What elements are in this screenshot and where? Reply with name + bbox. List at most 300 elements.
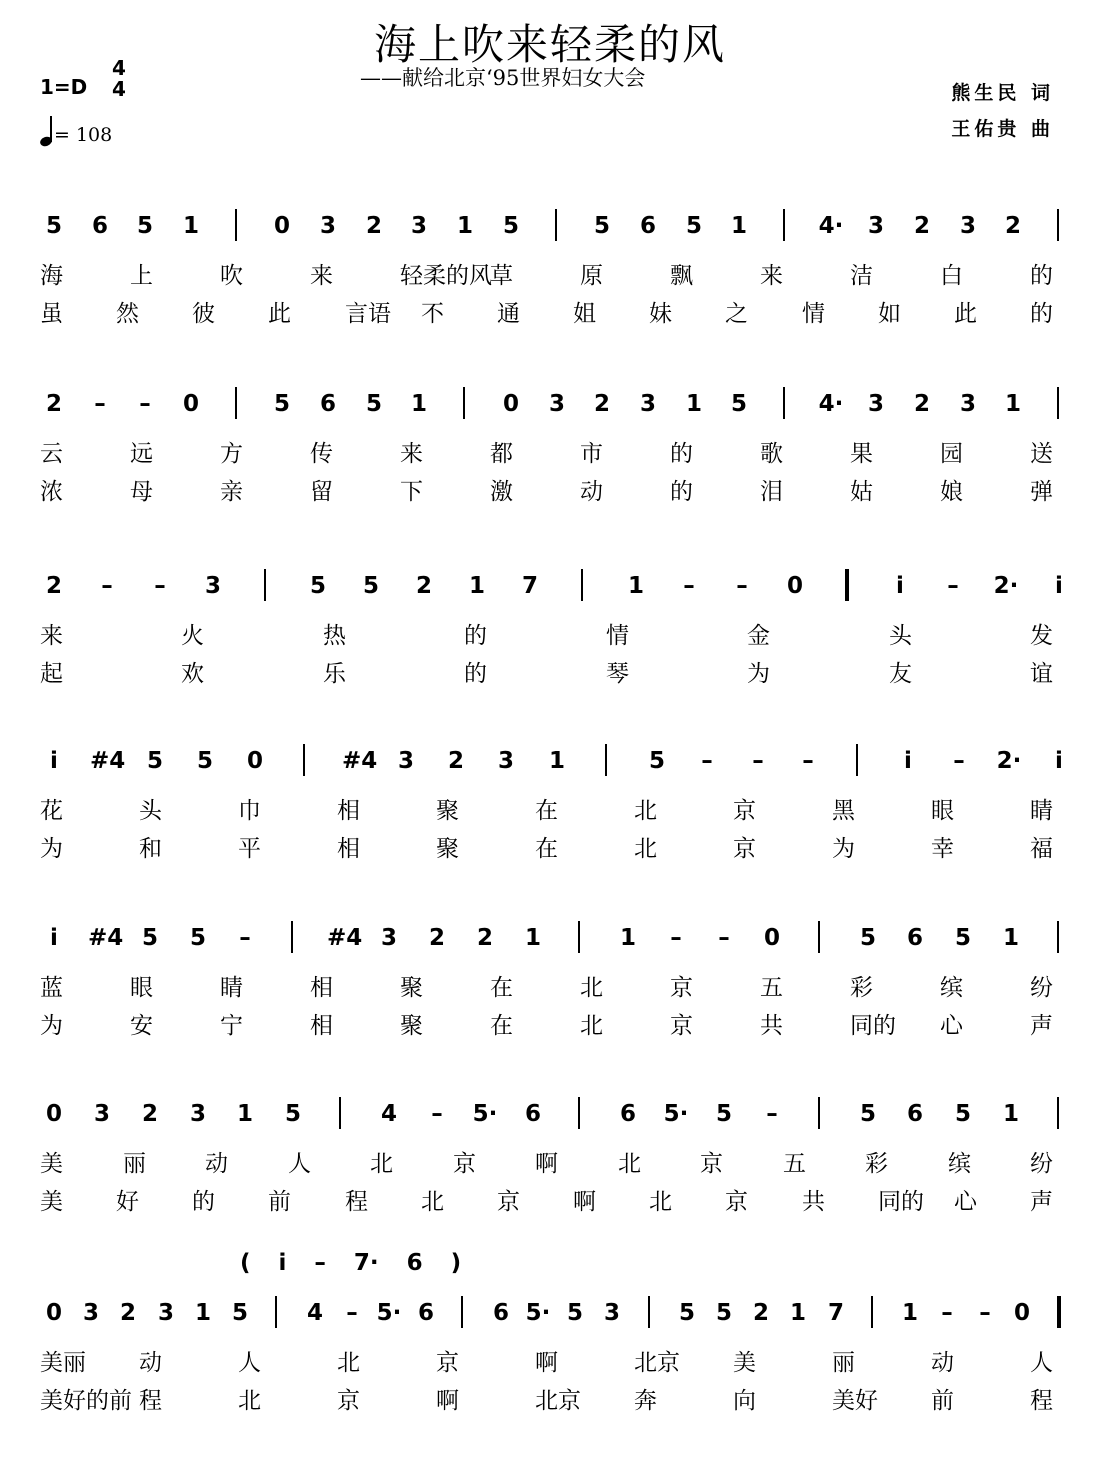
lyric-syllable: 在	[490, 1013, 513, 1039]
composer-credit: 王佑贵 曲	[951, 118, 1054, 140]
barline	[463, 387, 465, 419]
note: –	[346, 1300, 358, 1326]
note: 4·	[818, 391, 844, 417]
lyric-syllable: 动	[580, 479, 603, 505]
lyric-syllable: 不	[421, 301, 444, 327]
lyric-syllable: 人	[288, 1151, 311, 1177]
note: 5	[593, 213, 610, 239]
lyric-syllable: 同的	[878, 1189, 924, 1215]
note: 5	[566, 1300, 583, 1326]
note: –	[947, 573, 959, 599]
note: 1	[685, 391, 702, 417]
lyric-syllable: 缤	[948, 1151, 971, 1177]
note-row	[0, 917, 1100, 967]
note: 5	[715, 1300, 732, 1326]
lyric-syllable: 起	[40, 661, 63, 687]
lyric-syllable: 程	[345, 1189, 368, 1215]
lyric-syllable: 情	[606, 623, 629, 649]
note: –	[683, 573, 695, 599]
note: 2	[45, 573, 62, 599]
lyric-syllable: 宁	[220, 1013, 243, 1039]
lyric-syllable: 此	[268, 301, 291, 327]
note: –	[718, 925, 730, 951]
lyric-syllable: 的	[192, 1189, 215, 1215]
lyric-syllable: 京	[700, 1151, 723, 1177]
note: 6	[319, 391, 336, 417]
lyric-syllable: 美好的前	[40, 1388, 132, 1414]
note-row	[0, 565, 1100, 615]
quarter-note-icon	[40, 116, 54, 146]
note: 0	[763, 925, 780, 951]
note: 0	[1013, 1300, 1030, 1326]
staff-system-1	[0, 205, 1100, 335]
barline	[581, 569, 583, 601]
note: 2·	[993, 573, 1019, 599]
lyric-syllable: 蓝	[40, 975, 63, 1001]
lyric-line-1	[0, 1344, 1100, 1374]
lyric-syllable: 市	[580, 441, 603, 467]
barline	[578, 921, 580, 953]
note: 0	[273, 213, 290, 239]
lyric-syllable: 发	[1030, 623, 1053, 649]
lyric-syllable: 啊	[535, 1350, 558, 1376]
lyric-line-2	[0, 1183, 1100, 1213]
lyric-syllable: 眼	[130, 975, 153, 1001]
lyric-syllable: 京	[733, 798, 756, 824]
lyric-syllable: 来	[310, 263, 333, 289]
note: 6	[906, 925, 923, 951]
note-row	[0, 740, 1100, 790]
note: 6	[619, 1101, 636, 1127]
lyric-line-2	[0, 655, 1100, 685]
lyric-syllable: 共	[760, 1013, 783, 1039]
lyric-syllable: 在	[535, 836, 558, 862]
lyric-syllable: 花	[40, 798, 63, 824]
note: 0	[502, 391, 519, 417]
lyric-syllable: 啊	[535, 1151, 558, 1177]
lyric-syllable: 弹	[1030, 479, 1053, 505]
note: 5	[954, 925, 971, 951]
lyric-syllable: 彩	[850, 975, 873, 1001]
lyric-syllable: 远	[130, 441, 153, 467]
lyric-syllable: 相	[337, 798, 360, 824]
lyric-syllable: 北	[634, 836, 657, 862]
lyric-syllable: 心	[940, 1013, 963, 1039]
note: 6	[639, 213, 656, 239]
note: 5	[678, 1300, 695, 1326]
lyric-syllable: 北	[337, 1350, 360, 1376]
key-signature: 1=D	[40, 75, 88, 99]
note: 2	[428, 925, 445, 951]
staff-system-3	[0, 565, 1100, 695]
note: 1	[789, 1300, 806, 1326]
lyric-syllable: 果	[850, 441, 873, 467]
note: 2	[365, 213, 382, 239]
meter-bottom: 4	[112, 77, 126, 101]
lyric-syllable: 的	[670, 441, 693, 467]
barline	[871, 1296, 873, 1328]
note: 2	[913, 391, 930, 417]
note: 7	[827, 1300, 844, 1326]
lyric-syllable: 上	[130, 263, 153, 289]
lyric-syllable: 的	[670, 479, 693, 505]
note: –	[766, 1101, 778, 1127]
note: 3	[639, 391, 656, 417]
note: 1	[182, 213, 199, 239]
lyric-syllable: 美好	[832, 1388, 878, 1414]
lyric-syllable: 下	[400, 479, 423, 505]
lyric-syllable: 共	[802, 1189, 825, 1215]
note: 3	[410, 213, 427, 239]
lyric-syllable: 北	[421, 1189, 444, 1215]
lyric-syllable: 聚	[400, 975, 423, 1001]
lyric-syllable: 通	[497, 301, 520, 327]
note: –	[154, 573, 166, 599]
note: 2·	[996, 748, 1022, 774]
tempo-value: = 108	[54, 124, 113, 146]
note: 0	[246, 748, 263, 774]
lyric-syllable: 美	[40, 1151, 63, 1177]
barline	[856, 744, 858, 776]
meter-top: 4	[112, 56, 126, 80]
note: 5	[309, 573, 326, 599]
note: 5	[730, 391, 747, 417]
song-title: 海上吹来轻柔的风	[373, 20, 726, 69]
note: –	[979, 1300, 991, 1326]
barline	[264, 569, 266, 601]
lyric-syllable: 乐	[323, 661, 346, 687]
note: 5	[648, 748, 665, 774]
note: –	[802, 748, 814, 774]
lyric-syllable: 京	[725, 1189, 748, 1215]
lyric-line-2	[0, 1007, 1100, 1037]
note: 1	[619, 925, 636, 951]
note-row	[0, 205, 1100, 255]
lyric-syllable: 北京	[634, 1350, 680, 1376]
lyric-syllable: 的	[464, 661, 487, 687]
note: –	[670, 925, 682, 951]
lyric-syllable: 友	[889, 661, 912, 687]
lyric-syllable: 园	[940, 441, 963, 467]
lyric-syllable: 京	[453, 1151, 476, 1177]
note: 4	[380, 1101, 397, 1127]
lyric-syllable: 吹	[220, 263, 243, 289]
lyric-syllable: 浓	[40, 479, 63, 505]
lyric-syllable: 相	[310, 975, 333, 1001]
lyric-syllable: 幸	[931, 836, 954, 862]
note: 5	[685, 213, 702, 239]
lyric-syllable: 欢	[181, 661, 204, 687]
note: i	[1055, 748, 1063, 774]
lyric-syllable: 海	[40, 263, 63, 289]
time-signature	[108, 58, 130, 100]
lyric-syllable: 云	[40, 441, 63, 467]
note: 1	[456, 213, 473, 239]
barline	[845, 569, 849, 601]
barline	[1057, 921, 1059, 953]
lyric-syllable: 来	[400, 441, 423, 467]
lyric-syllable: 好	[116, 1189, 139, 1215]
lyric-syllable: 聚	[400, 1013, 423, 1039]
barline	[783, 209, 785, 241]
lyric-syllable: 相	[337, 836, 360, 862]
lyric-syllable: 北	[649, 1189, 672, 1215]
lyric-syllable: 白	[940, 263, 963, 289]
note: 3	[603, 1300, 620, 1326]
note: –	[701, 748, 713, 774]
note: 2	[593, 391, 610, 417]
barline	[1057, 1296, 1061, 1328]
lyric-syllable: 五	[783, 1151, 806, 1177]
lyric-syllable: 金	[747, 623, 770, 649]
note-row	[0, 383, 1100, 433]
lyric-syllable: 眼	[931, 798, 954, 824]
lyric-syllable: 亲	[220, 479, 243, 505]
lyric-syllable: 纷	[1030, 1151, 1053, 1177]
lyric-syllable: 激	[490, 479, 513, 505]
note: 6	[91, 213, 108, 239]
lyric-syllable: 美丽	[40, 1350, 86, 1376]
note: 1	[730, 213, 747, 239]
lyric-syllable: 平	[238, 836, 261, 862]
note: 4·	[818, 213, 844, 239]
note: 5	[715, 1101, 732, 1127]
note: –	[139, 391, 151, 417]
lyric-line-2	[0, 830, 1100, 860]
lyric-syllable: 程	[139, 1388, 162, 1414]
lyric-syllable: 火	[181, 623, 204, 649]
lyric-syllable: 虽	[40, 301, 63, 327]
lyric-syllable: 之	[725, 301, 748, 327]
note: 3	[93, 1101, 110, 1127]
lyric-syllable: 头	[139, 798, 162, 824]
lyric-syllable: 彼	[192, 301, 215, 327]
lyric-syllable: 送	[1030, 441, 1053, 467]
note: 3	[380, 925, 397, 951]
lyric-line-1	[0, 969, 1100, 999]
lyric-syllable: 人	[1030, 1350, 1053, 1376]
barline	[605, 744, 607, 776]
note: 6	[492, 1300, 509, 1326]
note: –	[953, 748, 965, 774]
note: 1	[1002, 1101, 1019, 1127]
lyric-syllable: 京	[670, 975, 693, 1001]
lyric-syllable: 琴	[606, 661, 629, 687]
note: 3	[189, 1101, 206, 1127]
note: #4	[90, 748, 126, 774]
lyric-syllable: 为	[832, 836, 855, 862]
barline	[818, 921, 820, 953]
note: 2	[476, 925, 493, 951]
lyric-syllable: 飘	[670, 263, 693, 289]
note: 3	[548, 391, 565, 417]
lyric-syllable: 京	[436, 1350, 459, 1376]
barline	[1057, 209, 1059, 241]
lyric-syllable: 美	[733, 1350, 756, 1376]
lyric-syllable: 北	[634, 798, 657, 824]
barline	[783, 387, 785, 419]
lyric-syllable: 泪	[760, 479, 783, 505]
note: 5	[365, 391, 382, 417]
barline	[578, 1097, 580, 1129]
note: i	[1055, 573, 1063, 599]
note: 6	[524, 1101, 541, 1127]
note: 7	[521, 573, 538, 599]
lyric-syllable: 北	[238, 1388, 261, 1414]
barline	[235, 209, 237, 241]
note: 2	[141, 1101, 158, 1127]
lyric-line-1	[0, 1145, 1100, 1175]
note: i	[50, 748, 58, 774]
lyric-syllable: 京	[670, 1013, 693, 1039]
lyric-syllable: 北京	[535, 1388, 581, 1414]
note: 1	[236, 1101, 253, 1127]
note: 3	[867, 391, 884, 417]
note: 0	[45, 1300, 62, 1326]
lyric-syllable: 北	[580, 1013, 603, 1039]
note: i	[904, 748, 912, 774]
note: 5	[273, 391, 290, 417]
lyric-syllable: 如	[878, 301, 901, 327]
lyric-syllable: 在	[535, 798, 558, 824]
lyric-syllable: 留	[310, 479, 333, 505]
song-subtitle: ——献给北京‘95世界妇女大会	[360, 66, 646, 90]
note: 2	[1004, 213, 1021, 239]
barline	[275, 1296, 277, 1328]
barline	[461, 1296, 463, 1328]
staff-system-7	[0, 1250, 1100, 1422]
lyric-syllable: 京	[497, 1189, 520, 1215]
note: 1	[548, 748, 565, 774]
lyric-syllable: 母	[130, 479, 153, 505]
lyric-syllable: 来	[40, 623, 63, 649]
note: –	[94, 391, 106, 417]
lyric-syllable: 动	[931, 1350, 954, 1376]
note: 1	[410, 391, 427, 417]
lyric-syllable: 妹	[649, 301, 672, 327]
note: i	[896, 573, 904, 599]
lyric-syllable: 情	[802, 301, 825, 327]
note: 5	[189, 925, 206, 951]
note: 3	[204, 573, 221, 599]
lyric-syllable: 谊	[1030, 661, 1053, 687]
lyric-syllable: 的	[1030, 263, 1053, 289]
lyric-syllable: 相	[310, 1013, 333, 1039]
lyric-syllable: 和	[139, 836, 162, 862]
lyric-syllable: 缤	[940, 975, 963, 1001]
lyric-syllable: 丽	[123, 1151, 146, 1177]
note: –	[431, 1101, 443, 1127]
lyric-syllable: 头	[889, 623, 912, 649]
note: 5·	[376, 1300, 402, 1326]
note: 3	[959, 213, 976, 239]
lyric-syllable: 都	[490, 441, 513, 467]
lyric-syllable: 在	[490, 975, 513, 1001]
lyric-line-2	[0, 1382, 1100, 1412]
lyricist-credit: 熊生民 词	[951, 82, 1054, 104]
lyric-syllable: 原	[580, 263, 603, 289]
note: 1	[1002, 925, 1019, 951]
lyric-line-2	[0, 473, 1100, 503]
note: 1	[901, 1300, 918, 1326]
note: 1	[524, 925, 541, 951]
note: 2	[119, 1300, 136, 1326]
lyric-syllable: 同的	[850, 1013, 896, 1039]
note: 5	[45, 213, 62, 239]
note: –	[941, 1300, 953, 1326]
lyric-syllable: 啊	[436, 1388, 459, 1414]
lyric-syllable: 的	[1030, 301, 1053, 327]
staff-system-5	[0, 917, 1100, 1047]
note: 4	[306, 1300, 323, 1326]
lyric-syllable: 来	[760, 263, 783, 289]
lyric-syllable: 前	[931, 1388, 954, 1414]
lyric-syllable: 的	[464, 623, 487, 649]
lyric-syllable: 纷	[1030, 975, 1053, 1001]
note: 5	[231, 1300, 248, 1326]
lyric-syllable: 传	[310, 441, 333, 467]
lyric-syllable: 声	[1030, 1013, 1053, 1039]
note: 5	[362, 573, 379, 599]
note: 3	[82, 1300, 99, 1326]
lyric-syllable: 姐	[573, 301, 596, 327]
barline	[339, 1097, 341, 1129]
note: 5	[136, 213, 153, 239]
lyric-syllable: 北	[618, 1151, 641, 1177]
barline	[235, 387, 237, 419]
lyric-syllable: 向	[733, 1388, 756, 1414]
lyric-syllable: 美	[40, 1189, 63, 1215]
note: –	[752, 748, 764, 774]
lyric-syllable: 声	[1030, 1189, 1053, 1215]
note: 3	[867, 213, 884, 239]
note: 2	[913, 213, 930, 239]
lyric-syllable: 姑	[850, 479, 873, 505]
note: i	[50, 925, 58, 951]
staff-system-4	[0, 740, 1100, 870]
note: 5	[146, 748, 163, 774]
note: 3	[157, 1300, 174, 1326]
lyric-syllable: 京	[337, 1388, 360, 1414]
note: 5	[859, 1101, 876, 1127]
lyric-line-1	[0, 617, 1100, 647]
note: 1	[468, 573, 485, 599]
note: 6	[417, 1300, 434, 1326]
lyric-line-2	[0, 295, 1100, 325]
note: –	[239, 925, 251, 951]
lyric-syllable: 福	[1030, 836, 1053, 862]
lyric-syllable: 为	[40, 1013, 63, 1039]
lyric-line-1	[0, 257, 1100, 287]
note: 2	[45, 391, 62, 417]
lyric-line-1	[0, 435, 1100, 465]
note: 0	[45, 1101, 62, 1127]
lyric-syllable: 前	[268, 1189, 291, 1215]
lyric-syllable: 彩	[865, 1151, 888, 1177]
note: 5	[196, 748, 213, 774]
note: 2	[415, 573, 432, 599]
lyric-syllable: 然	[116, 301, 139, 327]
lyric-syllable: 为	[747, 661, 770, 687]
note: 1	[627, 573, 644, 599]
tempo-marking	[40, 116, 112, 146]
note: 6	[906, 1101, 923, 1127]
note-row	[0, 1093, 1100, 1143]
staff-system-2	[0, 383, 1100, 513]
note: 2	[752, 1300, 769, 1326]
lyric-syllable: 北	[370, 1151, 393, 1177]
lyric-syllable: 此	[954, 301, 977, 327]
